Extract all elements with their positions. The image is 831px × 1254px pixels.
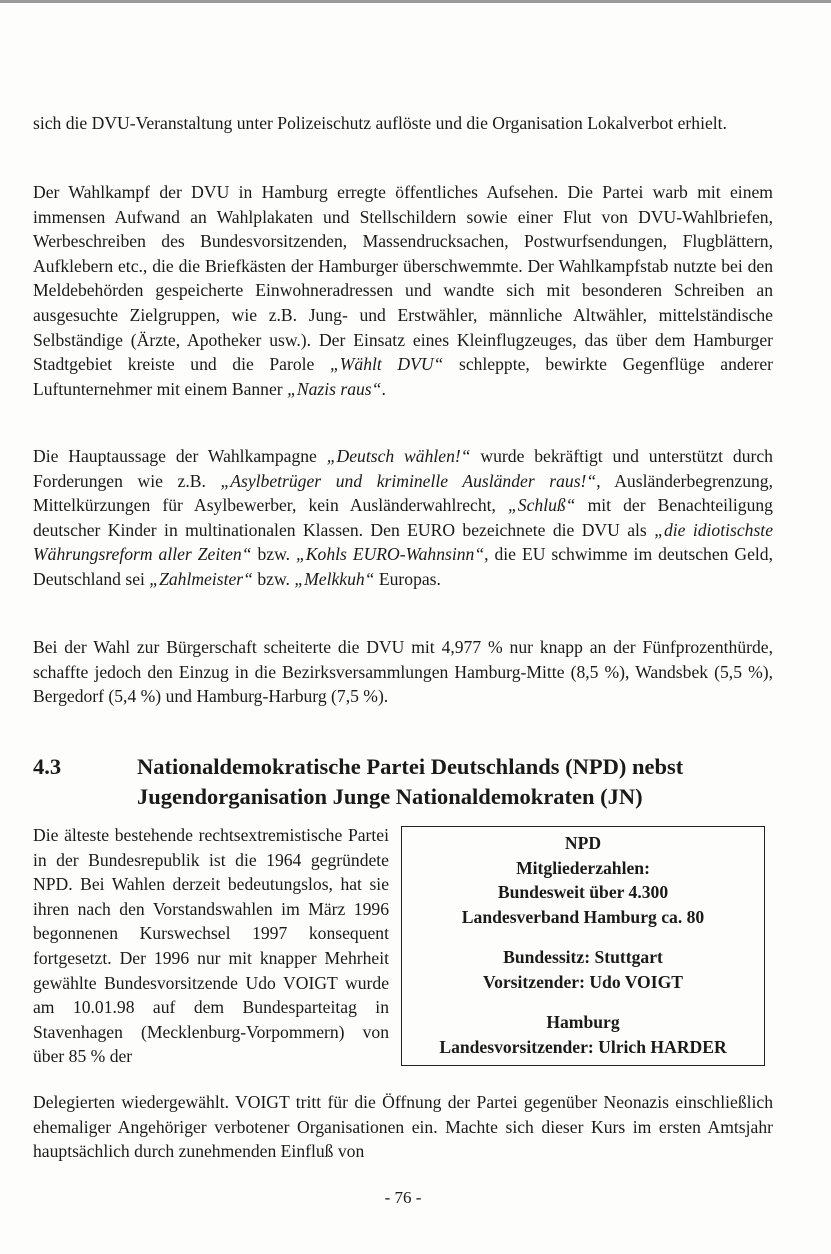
paragraph-2-text: Der Wahlkampf der DVU in Hamburg erregte öffentliches Aufsehen. Die Partei warb mit einem immensen Aufwand an Wahlplakaten und Stellschildern sowie einer Flut von DVU-Wahlbriefen, Werbeschreiben des Bundesvorsitzenden, Massendrucksachen, Postwurfsendungen, Flugblättern, Aufklebern etc., die die Briefkästen der Hamburger überschwemmte. Der Wahlkampfstab nutzte bei den Meldebehörden gespeicherte Einwohneradressen und wandte sich mit besonderen Schreiben an ausgesuchte Zielgruppen, wie z.B. Jung- und Erstwähler, männliche Altwähler, mittelständische Selbständige (Ärzte, Apotheker usw.). Der Einsatz eines Kleinflugzeuges, das über dem Hamburger Stadtgebiet kreiste und die Parole [33,182,773,375]
info-box-line-5: Vorsitzender: Udo VOIGT [482,971,684,992]
p3-d: mit der Benachteiligung deutscher Kinder in multinationalen Klassen. Den EURO bezeichnete die DVU als [33,495,773,540]
paragraph-2-cont: schleppte, bewirkte Gegenflüge anderer Luftunternehmer mit einem Banner [33,354,774,399]
p3-b: wurde bekräftigt und unterstützt durch Forderungen wie z.B. [33,446,773,491]
p3-g: bzw. [257,568,290,589]
section-title-line-2: Jugendorganisation Junge Nationaldemokraten (JN) [137,784,643,809]
p3-quote-3: „Schluß“ [508,495,576,516]
paragraph-5-continued: Delegierten wiedergewählt. VOIGT tritt für die Öffnung der Partei gegenüber Neonazis einschließlich ehemaliger Angehöriger verbotener Organisationen ein. Machte sich dieser Kurs im ersten Amtsjahr hauptsächlich durch zunehmenden Einfluß von [33,1092,773,1162]
paragraph-1: sich die DVU-Veranstaltung unter Polizeischutz auflöste und die Organisation Lokalverbot erhielt. [33,113,727,133]
info-box-line-6: Hamburg [546,1012,620,1032]
info-box-title: NPD [564,833,602,853]
p3-f: , die EU schwimme im deutschen Geld, Deutschland sei [33,544,773,589]
p3-e: bzw. [257,544,291,565]
p3-quote-7: „Melkkuh“ [294,568,375,589]
p3-quote-2: „Asylbetrüger und kriminelle Ausländer raus!“ [220,470,597,491]
section-heading [33,752,773,812]
info-box-line-2: Bundesweit über 4.300 [497,882,669,902]
section-number: 4.3 [33,754,62,779]
npd-info-box [401,826,765,1066]
p3-a: Die Hauptaussage der Wahlkampagne [33,446,317,466]
info-box-line-1: Mitgliederzahlen: [516,857,650,878]
quote-nazis-raus: „Nazis raus“ [287,378,382,399]
p3-quote-6: „Zahlmeister“ [149,568,253,589]
p3-quote-4: „die idiotischste Währungsreform aller Zeiten“ [33,519,774,565]
top-border [0,0,831,3]
page-number: - 76 - [384,1188,422,1207]
info-box-line-3: Landesverband Hamburg ca. 80 [461,906,705,927]
paragraph-3 [33,444,773,592]
p3-quote-5: „Kohls EURO-Wahnsinn“ [296,544,485,565]
paragraph-2 [33,180,773,401]
p3-quote-1: „Deutsch wählen!“ [326,446,471,466]
section-title-line-1: Nationaldemokratische Partei Deutschlands (NPD) nebst [137,754,684,779]
info-box-line-4: Bundessitz: Stuttgart [503,947,663,967]
paragraph-5: Die älteste bestehende rechtsextremistische Partei in der Bundesrepublik ist die 1964 gegründete NPD. Bei Wahlen derzeit bedeutungslos, hat sie ihren nach den Vorstandswahlen im März 1996 begonnenen Kurswechsel 1997 konsequent fortgesetzt. Der 1996 nur mit knapper Mehrheit gewählte Bundesvorsitzende Udo VOIGT wurde am 10.01.98 auf dem Bundesparteitag in Stavenhagen (Mecklenburg-Vorpommern) von über 85 % der [33,825,389,1067]
paragraph-4: Bei der Wahl zur Bürgerschaft scheiterte die DVU mit 4,977 % nur knapp an der Fünfprozenthürde, schaffte jedoch den Einzug in die Bezirksversammlungen Hamburg-Mitte (8,5 %), Wandsbek (5,5 %), Bergedorf (5,4 %) und Hamburg-Harburg (7,5 %). [33,637,773,707]
p3-h: Europas. [378,568,441,589]
p3-c: , Ausländerbegrenzung, Mittelkürzungen für Asylbewerber, kein Ausländerwahlrecht, [33,470,774,516]
quote-waehlt-dvu: „Wählt DVU“ [329,354,444,375]
paragraph-2-end: . [381,378,386,399]
info-box-line-7: Landesvorsitzender: Ulrich HARDER [439,1036,727,1057]
